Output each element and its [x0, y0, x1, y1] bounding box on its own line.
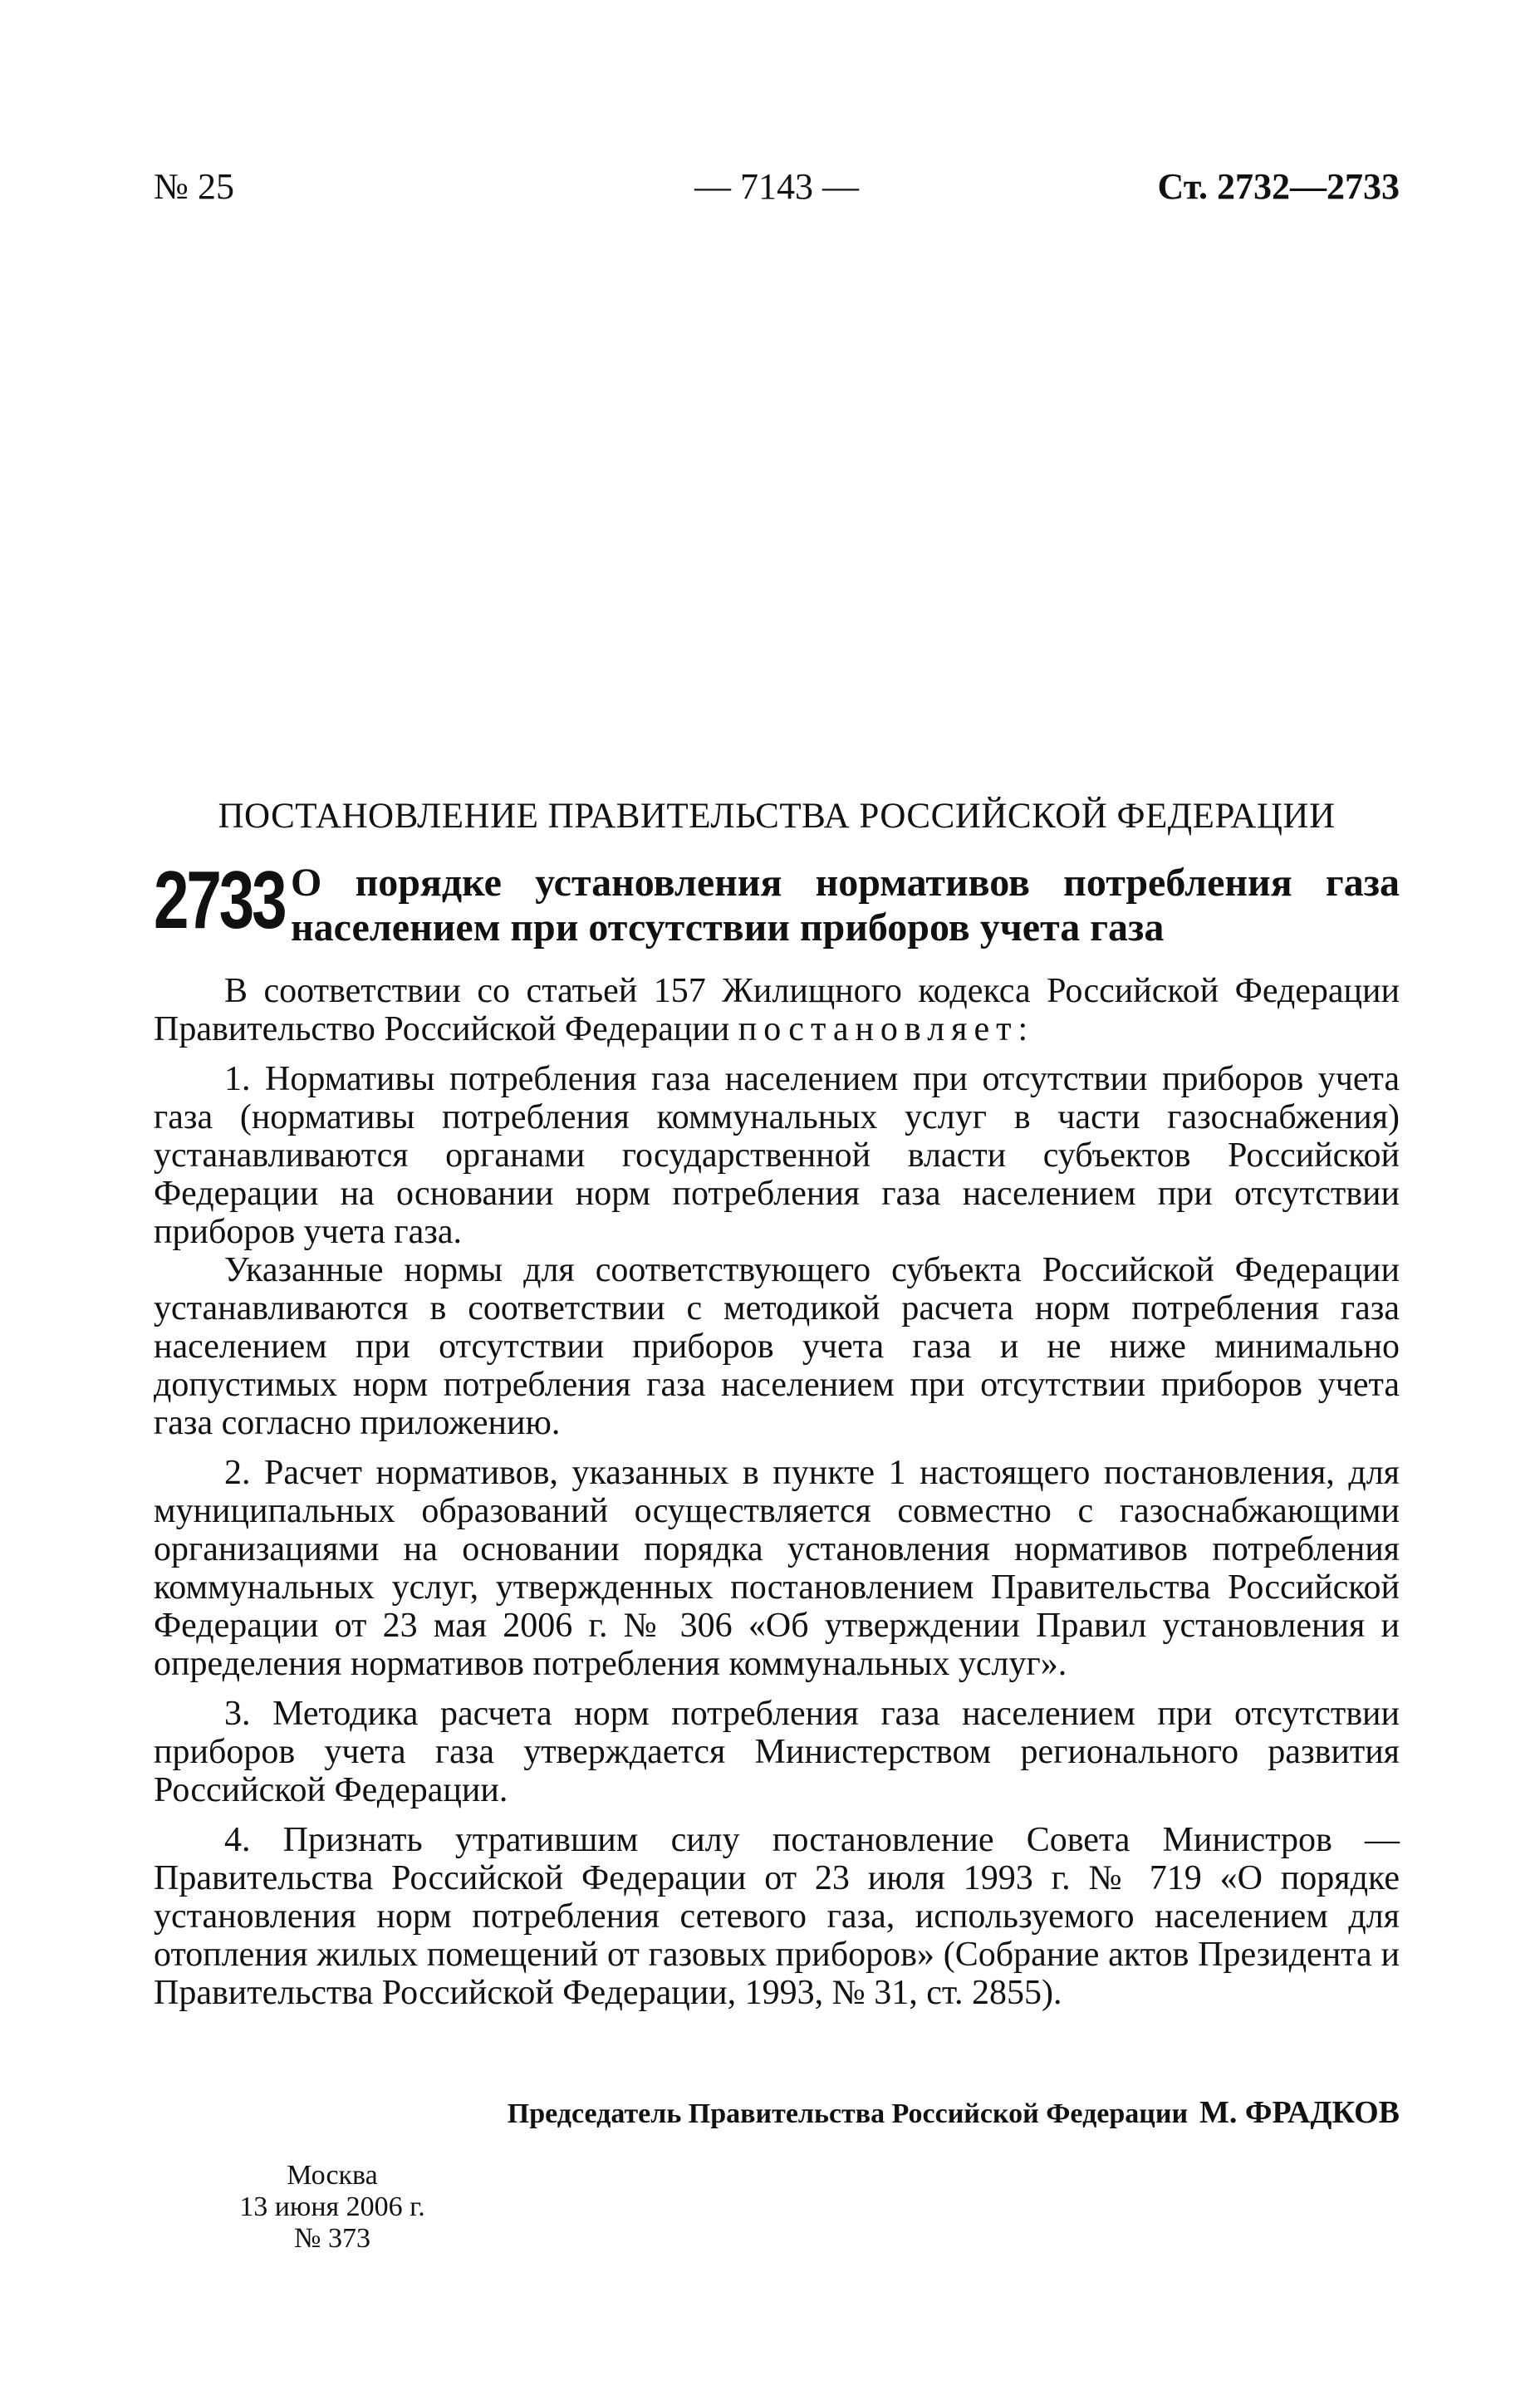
- issue-number: № 25: [154, 166, 234, 207]
- paragraph-1b: Указанные нормы для соответствующего субъекта Российской Федерации устанавливаются в соответствии с методикой расчета норм потребления газа населением при отсутствии приборов учета газа и не ниже минимально допустимых норм потребления газа населением при отсутствии приборов учета газа согласно приложению.: [154, 1251, 1400, 1442]
- signatory-position: Председатель Правительства Российской Федерации: [507, 2098, 1189, 2129]
- document-type: ПОСТАНОВЛЕНИЕ ПРАВИТЕЛЬСТВА РОССИЙСКОЙ ФЕДЕРАЦИИ: [218, 797, 1336, 836]
- preamble-text: В соответствии со статьей 157 Жилищного кодекса Российской Федерации Правительство Российской Федерации: [154, 972, 1400, 1048]
- title-line-2: населением при отсутствии приборов учета газа: [291, 905, 1165, 950]
- signatory-name: М. ФРАДКОВ: [1199, 2095, 1400, 2130]
- paragraph-3: 3. Методика расчета норм потребления газа населением при отсутствии приборов учета газа утверждается Министерством регионального развития Российской Федерации.: [154, 1695, 1400, 1809]
- preamble-end: :: [1018, 1010, 1028, 1048]
- place-city: Москва: [287, 2160, 378, 2191]
- title-line-1: О порядке установления нормативов потребления газа: [291, 861, 1400, 905]
- decree-word: постановляет: [738, 1010, 1018, 1048]
- preamble-paragraph: [154, 972, 1400, 1048]
- document-body: [154, 972, 1400, 2012]
- document-number: 2733: [154, 854, 285, 945]
- paragraph-1: 1. Нормативы потребления газа населением при отсутствии приборов учета газа (нормативы потребления коммунальных услуг в части газоснабжения) устанавливаются органами государственной власти субъектов Российской Федерации на основании норм потребления газа населением при отсутствии приборов учета газа.: [154, 1060, 1400, 1251]
- page-number: — 7143 —: [694, 166, 859, 207]
- document-title: [291, 861, 1400, 950]
- paragraph-2: 2. Расчет нормативов, указанных в пункте 1 настоящего постановления, для муниципальных образований осуществляется совместно с газоснабжающими организациями на основании порядка установления нормативов потребления коммунальных услуг, утвержденных постановлением Правительства Российской Федерации от 23 мая 2006 г. № 306 «Об утверждении Правил установления и определения нормативов потребления коммунальных услуг».: [154, 1454, 1400, 1683]
- article-range: Ст. 2732—2733: [1157, 166, 1400, 207]
- running-header: [154, 162, 1400, 212]
- paragraph-4: 4. Признать утратившим силу постановление Совета Министров — Правительства Российской Федерации от 23 июля 1993 г. № 719 «О порядке установления норм потребления сетевого газа, используемого населением для отопления жилых помещений от газовых приборов» (Собрание актов Президента и Правительства Российской Федерации, 1993, № 31, ст. 2855).: [154, 1821, 1400, 2012]
- signature-block: [154, 2093, 1400, 2133]
- document-date: 13 июня 2006 г.: [239, 2191, 425, 2222]
- place-date-block: [212, 2160, 453, 2255]
- document-registry-number: № 373: [294, 2223, 370, 2254]
